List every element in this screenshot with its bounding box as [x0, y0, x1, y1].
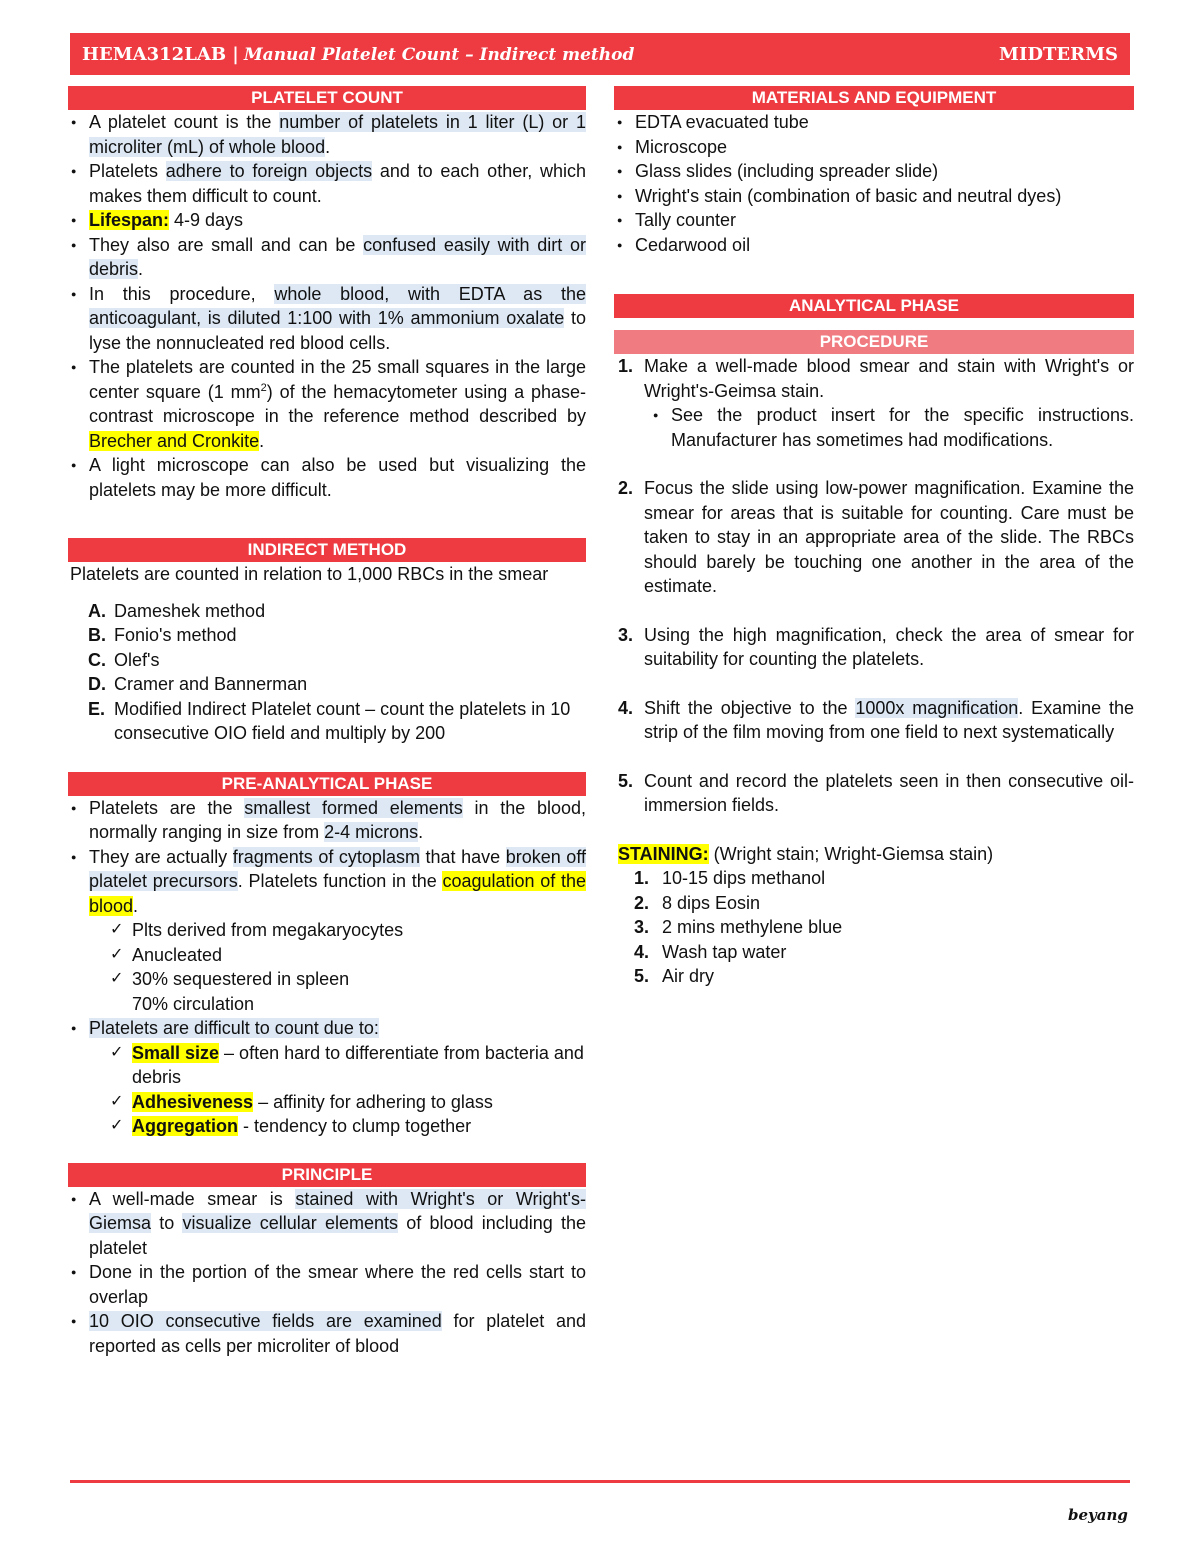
list-item: ● Glass slides (including spreader slide)	[614, 159, 1134, 184]
list-item: ● Platelets are difficult to count due to:	[68, 1016, 586, 1041]
procedure-step: 3. Using the high magnification, check the area of smear for suitability for counting the platelets.	[618, 624, 1134, 669]
circulation-text: 70% circulation	[132, 993, 255, 1014]
indirect-method-list	[68, 599, 586, 746]
platelet-facts-checklist	[68, 918, 586, 1016]
procedure-step: 1. Make a well-made blood smear and stain with Wright's or Wright's-Geimsa stain. ● See the product insert for the specific instructions. Manufacturer has sometimes had modifications.	[614, 354, 1134, 452]
list-item: ● Cedarwood oil	[614, 233, 1134, 258]
list-item: C. Olef's	[88, 649, 160, 670]
staining-step: 3. 2 mins methylene blue	[634, 917, 843, 937]
header-title	[82, 44, 634, 65]
pre-analytical-list	[68, 796, 586, 919]
list-item: B. Fonio's method	[88, 625, 237, 645]
list-item: ● Lifespan: 4-9 days	[68, 208, 586, 233]
difficulty-checklist	[68, 1041, 586, 1139]
list-item: ● A light microscope can also be used but visualizing the platelets may be more difficult.	[68, 453, 586, 502]
list-item: A. Dameshek method	[88, 600, 266, 621]
list-item: ● Done in the portion of the smear where the red cells start to overlap	[68, 1260, 586, 1309]
procedure-step: 2. Focus the slide using low-power magnification. Examine the smear for areas that is suitable for counting. Care must be taken to stay in an appropriate area of the slide. The RBCs should barely be touching one another in the area of the estimate.	[618, 478, 1134, 596]
list-item: ● Platelets adhere to foreign objects and to each other, which makes them difficult to count.	[68, 159, 586, 208]
list-item: ● They are actually fragments of cytoplasm that have broken off platelet precursors. Platelets function in the coagulation of the blood.	[68, 845, 586, 919]
check-item: ✓ Adhesiveness – affinity for adhering to glass	[110, 1090, 586, 1115]
check-item: ✓ Plts derived from megakaryocytes	[110, 918, 586, 943]
right-column	[614, 86, 1134, 989]
check-item: ✓ Aggregation - tendency to clump together	[110, 1114, 586, 1139]
course-code: HEMA312LAB |	[82, 43, 239, 65]
footer-signature: beyang	[1068, 1506, 1128, 1524]
footer-divider	[70, 1480, 1130, 1483]
indirect-intro: Platelets are counted in relation to 1,000 RBCs in the smear	[70, 564, 549, 584]
procedure-step: 4. Shift the objective to the 1000x magnification. Examine the strip of the film moving from one field to next systematically	[618, 697, 1134, 742]
check-item: ✓ 30% sequestered in spleen 70% circulation	[110, 967, 586, 1016]
staining-label: STAINING:	[618, 843, 709, 864]
term-label: MIDTERMS	[999, 43, 1118, 65]
list-item: ● Tally counter	[614, 208, 1134, 233]
list-item: ● Platelets are the smallest formed elements in the blood, normally ranging in size from 2-4 microns.	[68, 796, 586, 845]
staining-step: 1. 10-15 dips methanol	[634, 868, 826, 888]
check-item: ✓ Anucleated	[110, 943, 586, 968]
list-item: ● A well-made smear is stained with Wright's or Wright's-Giemsa to visualize cellular elements of blood including the platelet	[68, 1187, 586, 1261]
list-item: ● See the product insert for the specific instructions. Manufacturer has sometimes had modifications.	[650, 403, 1134, 452]
topic-title: Manual Platelet Count – Indirect method	[243, 44, 635, 65]
section-title-pre-analytical: PRE-ANALYTICAL PHASE	[68, 772, 586, 796]
list-item: ● Wright's stain (combination of basic and neutral dyes)	[614, 184, 1134, 209]
list-item: ● They also are small and can be confused easily with dirt or debris.	[68, 233, 586, 282]
left-column	[68, 86, 586, 1358]
staining-steps	[614, 866, 1134, 989]
principle-list	[68, 1187, 586, 1359]
staining-step: 4. Wash tap water	[634, 941, 787, 962]
staining-step: 5. Air dry	[634, 966, 715, 986]
staining-heading	[614, 842, 1134, 867]
procedure-step: 5. Count and record the platelets seen in then consecutive oil-immersion fields.	[618, 770, 1134, 815]
list-item: E. Modified Indirect Platelet count – count the platelets in 10 consecutive OIO field and multiply by 200	[88, 698, 571, 743]
staining-note: (Wright stain; Wright-Giemsa stain)	[708, 843, 994, 864]
procedure-steps	[614, 354, 1134, 818]
list-item: ● A platelet count is the number of platelets in 1 liter (L) or 1 microliter (mL) of whole blood.	[68, 110, 586, 159]
difficulty-list	[68, 1016, 586, 1041]
section-title-materials: MATERIALS AND EQUIPMENT	[614, 86, 1134, 110]
platelet-count-list	[68, 110, 586, 502]
header-bar	[70, 33, 1130, 75]
list-item: ● Microscope	[614, 135, 1134, 160]
check-item: ✓ Small size – often hard to differentiate from bacteria and debris	[110, 1041, 586, 1090]
section-title-principle: PRINCIPLE	[68, 1163, 586, 1187]
section-title-platelet-count: PLATELET COUNT	[68, 86, 586, 110]
list-item: ● In this procedure, whole blood, with EDTA as the anticoagulant, is diluted 1:100 with 1% ammonium oxalate to lyse the nonnucleated red blood cells.	[68, 282, 586, 356]
section-title-indirect-method: INDIRECT METHOD	[68, 538, 586, 562]
materials-list	[614, 110, 1134, 257]
section-title-analytical: ANALYTICAL PHASE	[614, 294, 1134, 318]
list-item: D. Cramer and Bannerman	[88, 674, 308, 694]
staining-step: 2. 8 dips Eosin	[634, 892, 761, 913]
list-item: ● 10 OIO consecutive fields are examined for platelet and reported as cells per microliter of blood	[68, 1309, 586, 1358]
list-item: ● The platelets are counted in the 25 small squares in the large center square (1 $mm^2$) of the hemacytometer using a phase-contrast microscope in the reference method described by Brecher and Cronkite.	[68, 355, 586, 453]
procedure-substeps	[650, 403, 1134, 452]
lifespan-label: Lifespan:	[89, 210, 170, 230]
list-item: ● EDTA evacuated tube	[614, 110, 1134, 135]
section-title-procedure: PROCEDURE	[614, 330, 1134, 354]
